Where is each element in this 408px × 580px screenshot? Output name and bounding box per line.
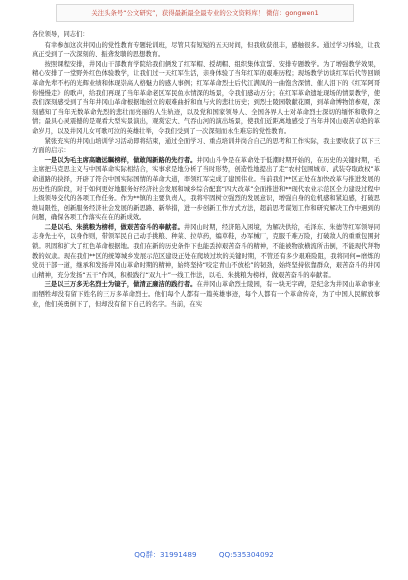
paragraph-heading: 一是以为毛主席高瞻远瞩榜样，做敢闯新路的先行者。 — [44, 156, 197, 164]
greeting: 各位领导，同志们： — [32, 31, 89, 38]
paragraph-text: 在井冈山革命烈士陵园，有一块无字碑，是纪念为井冈山革命事业而牺牲却没有留下姓名的三万多革命烈士。他们每个人都有一篇英雄事迹，每个人都有一个革命传奇，为了中国人民解放事业，他们英勇倒下了，但却没有留下自己的名字。当前，在实 — [32, 281, 380, 308]
footer-contact — [0, 548, 408, 562]
top-banner: 关注头条号“公文研究”，获得最新最全最专业的公文资料库！ 微信：gongwen1 — [56, 4, 354, 22]
paragraph-heading: 三是以三万多无名烈士为镜子，做清正廉洁的践行者。 — [44, 281, 197, 289]
paragraph-6 — [32, 280, 380, 309]
paragraph-1 — [32, 41, 380, 60]
paragraph-text: 有幸参加这次井冈山的党性教育专题轮训班，尽管只有短短的五天时间，但我收获很丰，感触很多。通过学习体验，让我真正受到了一次深刻的、振聋发聩的思想教育。 — [32, 41, 380, 59]
paragraph-text: 按照课程安排，井冈山干部教育学院给我们俩发了红军帽、授胡帽、组织集体宣誓、安排专题教学。为了增强教学效果，精心安排了一堂野外红色体验教学，让我们过一天红军生活，亲身体验了当年红军的艰难历程；现场教学访谈红军后代等回顾革命先辈不朽的光辉业绩和体现崇高人格魅力的感人事例；红军革命烈士后代江满凤的一曲饱含深情、催人泪下的《红军阿哥你慢慢走》的歌声，给我们再现了当年革命老区军民鱼水情深的场景，令我们感动万分；在红军革命遗址现场的情景教学，使我们深刻感受到了当年井冈山革命根据地创立的艰难曲折和血与火的悲壮历史；到烈士陵园敬献花圈，到革命博物馆参观，深刻感知了当年无数革命先烈的悲壮而亮丽的人生轨迹，以及党和国家领导人、全国各界人士对革命烈士深切的缅怀和敬仰之情；最具心灵震撼的是观看大型实景演出，观赏宏大、气吞山河的演出场景，使我们近距离地感受了当年井冈山艰苦卓绝的革命岁月，以及井冈儿女可歌可泣的英雄壮举，令我们受到了一次深刻而永生难忘的党性教育。 — [32, 60, 380, 135]
paragraph-2 — [32, 60, 380, 137]
document-body — [32, 30, 380, 530]
paragraph-5 — [32, 223, 380, 281]
paragraph-text: 井冈山斗争是在革命处于低潮时期开始的，在历史的关键时期，毛主席把马克思主义与中国革命实际相结合，实事求是地分析了当时形势，创造性地提出了走“农村包围城市、武装夺取政权”革命道路的抉择，开辟了符合中国实际国情的革命大道，率领红军完成了建国伟业。当前我们**区正处在加快改革与推进发展的历史性的阶段，对于如何更好地服务好经济社会发展和城乡综合配套“四大改革”全面推进和**现代农业示范区全力建设过程中上级领导交代的各项工作任务。作为**镇的主要负责人，我将牢固树立强烈的发展意识，增强自身的危机感和紧迫感，打破思维局限性，创新服务经济社会发展的新思路、新举措，进一步创新工作方式方法，超前思考谋划工作和研究解决工作中遇到的问题，确保各项工作落实在在的新成效。 — [32, 156, 380, 222]
paragraph-text: 紧张充实的井冈山培训学习活动即将结束，通过全面学习、重点培训井岗合自己的思考和工作实际，我主要收获了以下三方面的启示： — [32, 137, 380, 155]
footer-qq: QQ:535304092 — [218, 550, 274, 559]
paragraph-heading: 二是以毛、朱挑粮为榜样，做艰苦奋斗的奉献者。 — [44, 223, 184, 231]
paragraph-4 — [32, 156, 380, 223]
footer-qq-group: QQ群：31991489 — [134, 550, 197, 559]
paragraph-text: 井冈山时期，经济陷入困境，为解决供给，毛泽东、朱德等红军领导同志身先士卒，以身作则，带领军民自己动手挑粮、种菜、拉草药，编草鞋，办军械厂，克服千难万险，打破敌人的重重包围封锁。巩固和扩大了红色革命根据地。我们在新的历史条件下也能丢掉艰苦奋斗的精神，不能被物欲横流所击倒，不能现代拜物教的奴隶。现在我们**区的统筹城乡发展示范区建设正处在爬坡过坎的关键时期，不管还有多少艰难险阻，我将同何=磨炼的党员干部一道，继承和发扬井冈山革命时期的精神，始终坚持“咬定青山不放松”的韧劲，始终坚持依靠群众，艰苦奋斗的井冈山精神，充分发扬“五干”作风，积极践行“双九十”一线工作法，以毛、朱挑粮为榜样，做艰苦奋斗的奉献者。 — [32, 223, 380, 279]
paragraph-3 — [32, 137, 380, 156]
